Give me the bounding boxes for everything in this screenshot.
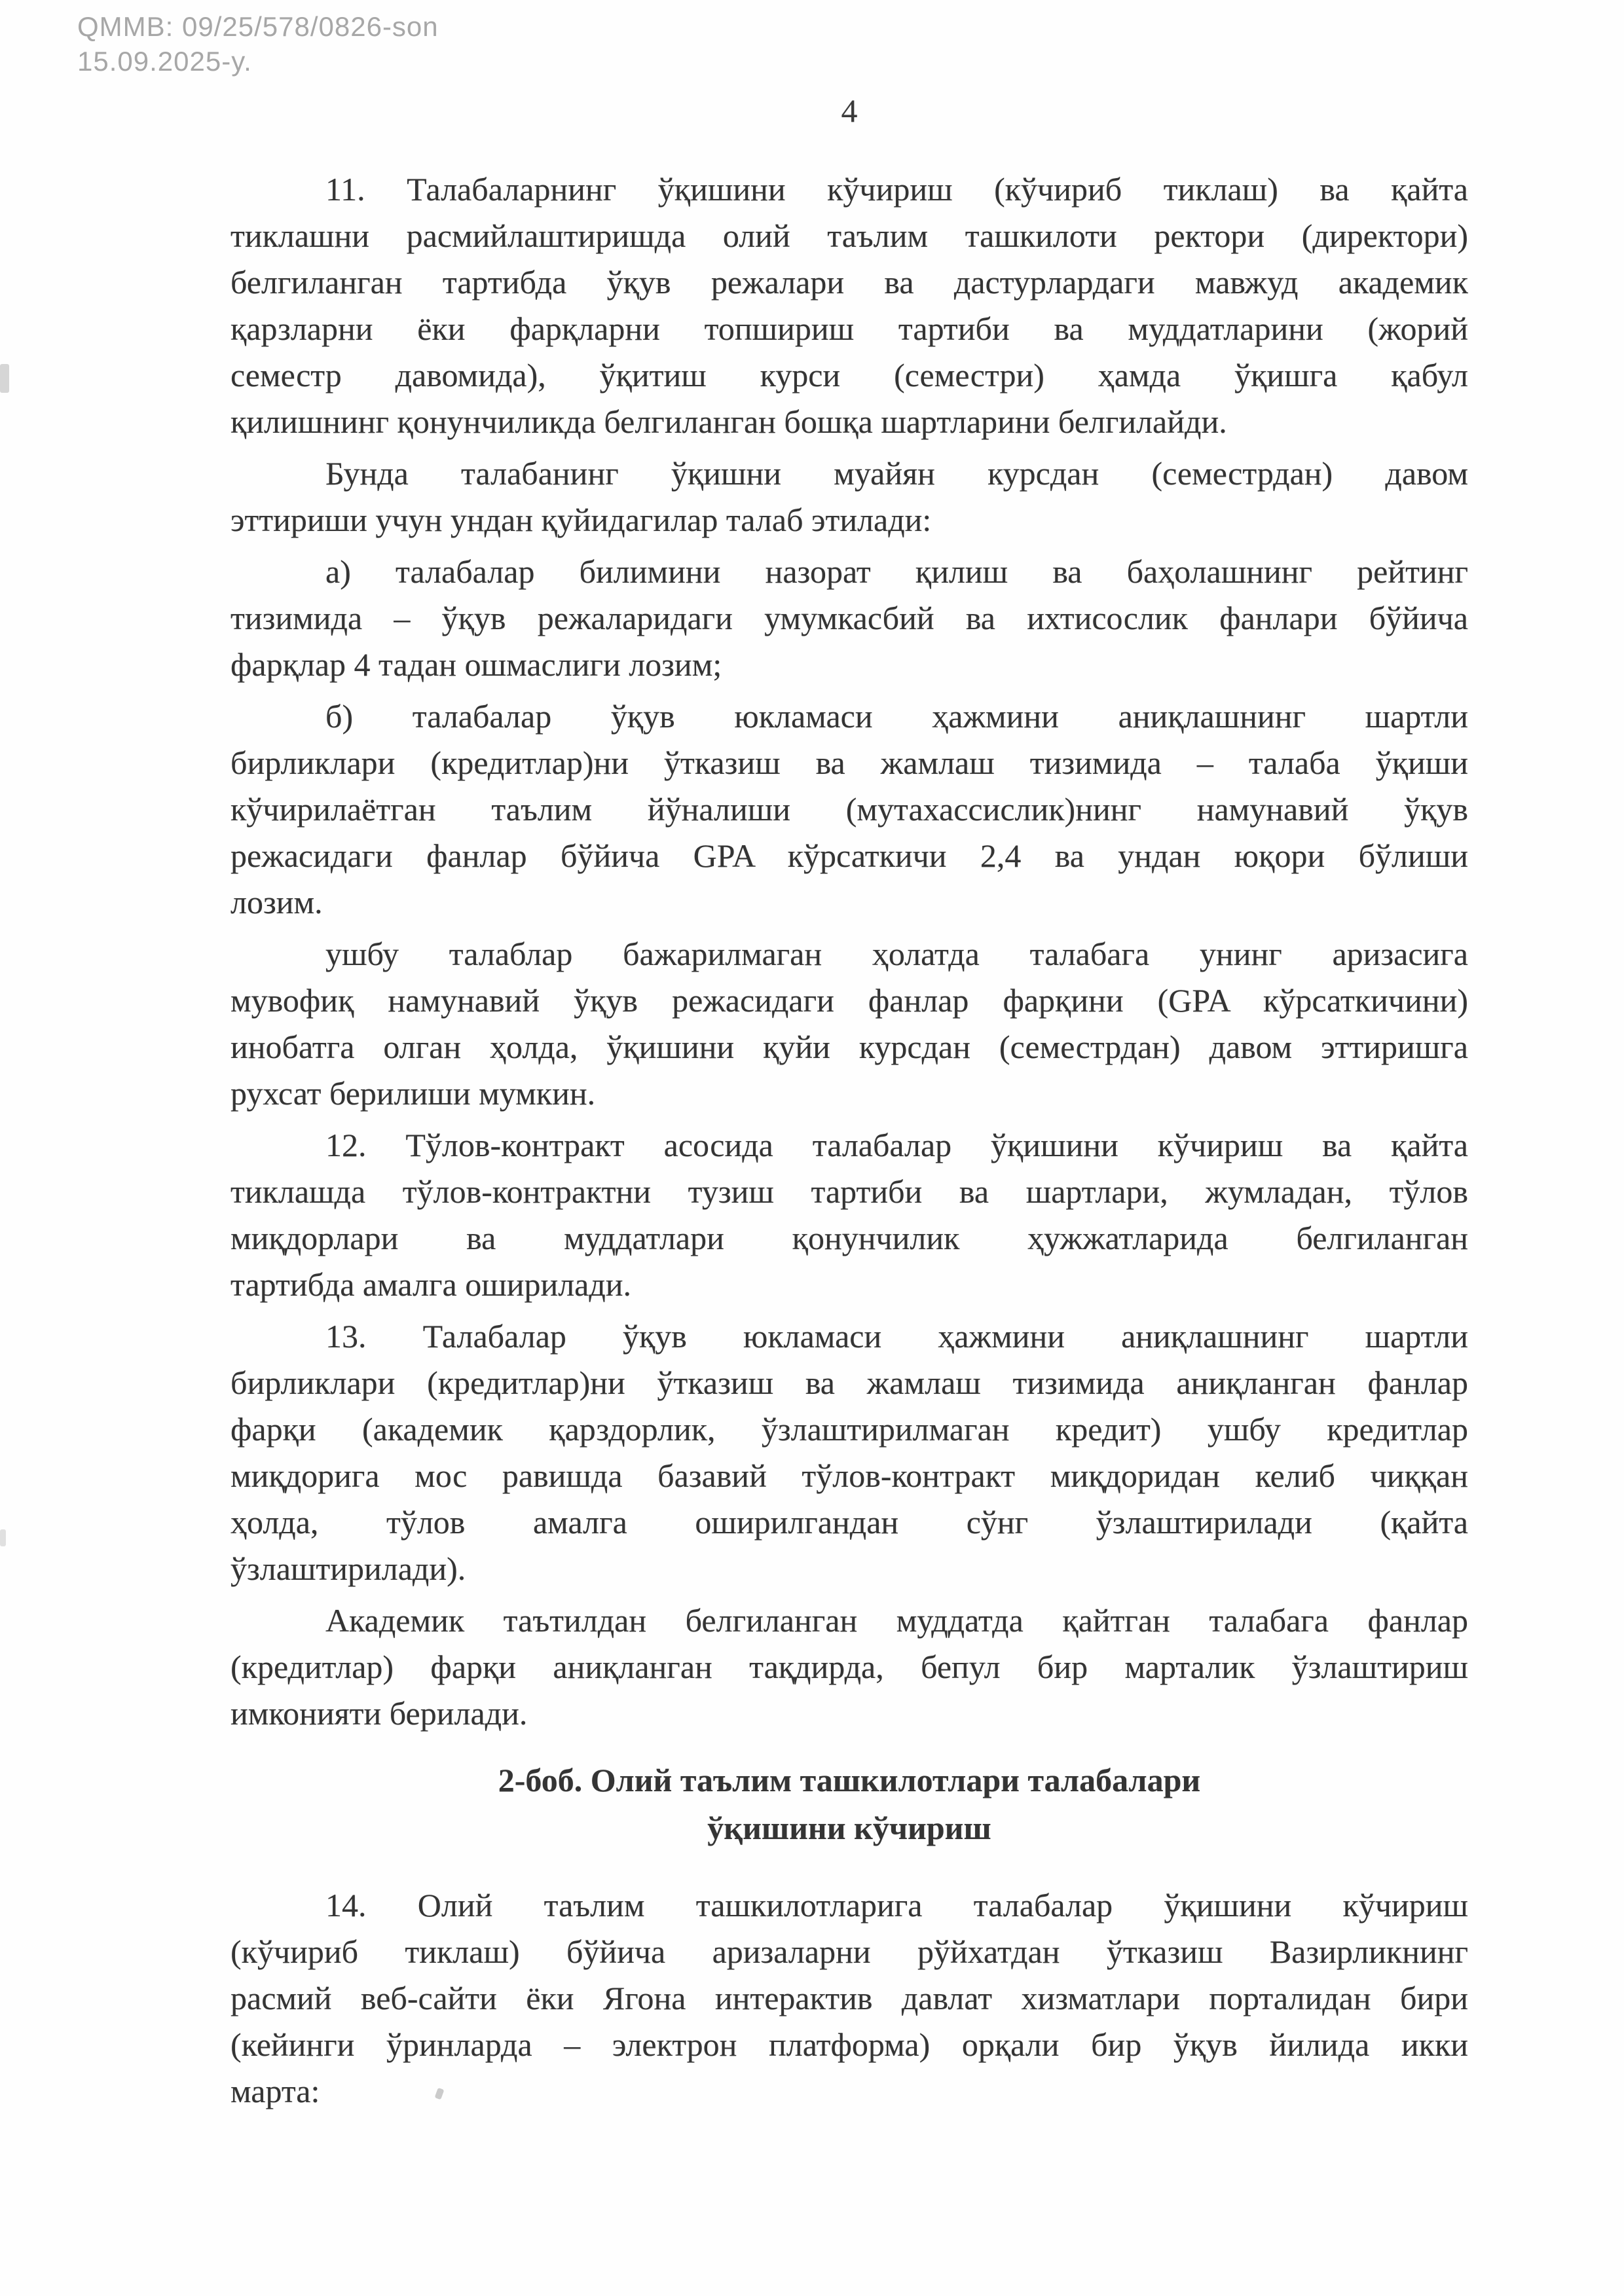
text-line: марта: <box>231 2073 320 2109</box>
text-line: кўчирилаётган таълим йўналиши (мутахассислик)нинг намунавий ўқув <box>231 791 1468 828</box>
section-heading <box>231 1757 1468 1852</box>
text-line: (кўчириб тиклаш) бўйича аризаларни рўйхатдан ўтказиш Вазирликнинг <box>231 1933 1468 1970</box>
text-line: фарқи (академик қарздорлик, ўзлаштирилмаган кредит) ушбу кредитлар <box>231 1411 1468 1448</box>
scan-artifact <box>0 364 9 393</box>
document-body <box>231 166 1468 2115</box>
text-line: 2-боб. Олий таълим ташкилотлари талабалари <box>498 1762 1201 1798</box>
paragraph <box>231 1313 1468 1592</box>
text-line: инобатга олган ҳолда, ўқишини қуйи курсдан (семестрдан) давом эттиришга <box>231 1029 1468 1065</box>
text-line: мувофиқ намунавий ўқув режасидаги фанлар фарқини (GPA кўрсаткичини) <box>231 982 1468 1019</box>
paragraph <box>231 450 1468 543</box>
paragraph <box>231 166 1468 445</box>
text-line: миқдорига мос равишда базавий тўлов-контракт миқдоридан келиб чиққан <box>231 1457 1468 1494</box>
paragraph <box>231 1122 1468 1308</box>
text-line: ушбу талаблар бажарилмаган ҳолатда талабага унинг аризасига <box>325 936 1468 972</box>
text-line: режасидаги фанлар бўйича GPA кўрсаткичи 2,4 ва ундан юқори бўлиши <box>231 837 1468 874</box>
text-line: белгиланган тартибда ўқув режалари ва дастурлардаги мавжуд академик <box>231 264 1468 301</box>
text-line: қилишнинг қонунчиликда белгиланган бошқа шартларини белгилайди. <box>231 403 1227 440</box>
page-number: 4 <box>841 92 858 129</box>
text-line: 14. Олий таълим ташкилотларига талабалар ўқишини кўчириш <box>325 1887 1468 1923</box>
paragraph <box>231 931 1468 1117</box>
text-line: 12. Тўлов-контракт асосида талабалар ўқишини кўчириш ва қайта <box>325 1127 1468 1163</box>
registry-date: 15.09.2025-y. <box>77 46 252 77</box>
text-line: рухсат берилиши мумкин. <box>231 1075 596 1112</box>
paragraph <box>231 549 1468 688</box>
text-line: Бунда талабанинг ўқишни муайян курсдан (семестрдан) давом <box>325 455 1468 492</box>
text-line: ўзлаштирилади). <box>231 1550 466 1587</box>
text-line: тизимида – ўқув режаларидаги умумкасбий ва ихтисослик фанлари бўйича <box>231 600 1468 636</box>
registry-header <box>77 9 439 79</box>
text-line: Академик таътилдан белгиланган муддатда қайтган талабага фанлар <box>325 1602 1468 1639</box>
text-line: (кредитлар) фарқи аниқланган тақдирда, бепул бир марталик ўзлаштириш <box>231 1649 1468 1685</box>
scan-artifact <box>0 1529 6 1546</box>
text-line: имконияти берилади. <box>231 1695 528 1732</box>
text-line: а) талабалар билимини назорат қилиш ва баҳолашнинг рейтинг <box>325 553 1468 590</box>
text-line: эттириши учун ундан қуйидагилар талаб этилади: <box>231 501 932 538</box>
text-line: фарқлар 4 тадан ошмаслиги лозим; <box>231 646 722 683</box>
registry-number: QMMB: 09/25/578/0826-son <box>77 11 439 42</box>
text-line: 13. Талабалар ўқув юкламаси ҳажмини аниқлашнинг шартли <box>325 1318 1468 1355</box>
text-line: тартибда амалга оширилади. <box>231 1266 632 1303</box>
paragraph <box>231 1597 1468 1737</box>
text-line: тиклашда тўлов-контрактни тузиш тартиби ва шартлари, жумладан, тўлов <box>231 1173 1468 1210</box>
text-line: расмий веб-сайти ёки Ягона интерактив давлат хизматлари порталидан бири <box>231 1980 1468 2016</box>
text-line: (кейинги ўринларда – электрон платформа) орқали бир ўқув йилида икки <box>231 2026 1468 2063</box>
text-line: қарзларни ёки фарқларни топшириш тартиби ва муддатларини (жорий <box>231 310 1468 347</box>
paragraph <box>231 1882 1468 2115</box>
text-line: ҳолда, тўлов амалга оширилгандан сўнг ўзлаштирилади (қайта <box>231 1504 1468 1540</box>
text-line: 11. Талабаларнинг ўқишини кўчириш (кўчириб тиклаш) ва қайта <box>325 171 1468 208</box>
text-line: семестр давомида), ўқитиш курси (семестри) ҳамда ўқишга қабул <box>231 357 1468 393</box>
text-line: миқдорлари ва муддатлари қонунчилик ҳужжатларида белгиланган <box>231 1220 1468 1256</box>
text-line: тиклашни расмийлаштиришда олий таълим ташкилоти ректори (директори) <box>231 217 1468 254</box>
text-line: б) талабалар ўқув юкламаси ҳажмини аниқлашнинг шартли <box>325 698 1468 735</box>
text-line: лозим. <box>231 884 323 920</box>
text-line: бирликлари (кредитлар)ни ўтказиш ва жамлаш тизимида аниқланган фанлар <box>231 1364 1468 1401</box>
text-line: бирликлари (кредитлар)ни ўтказиш ва жамлаш тизимида – талаба ўқиши <box>231 744 1468 781</box>
text-line: ўқишини кўчириш <box>707 1810 991 1846</box>
paragraph <box>231 693 1468 926</box>
